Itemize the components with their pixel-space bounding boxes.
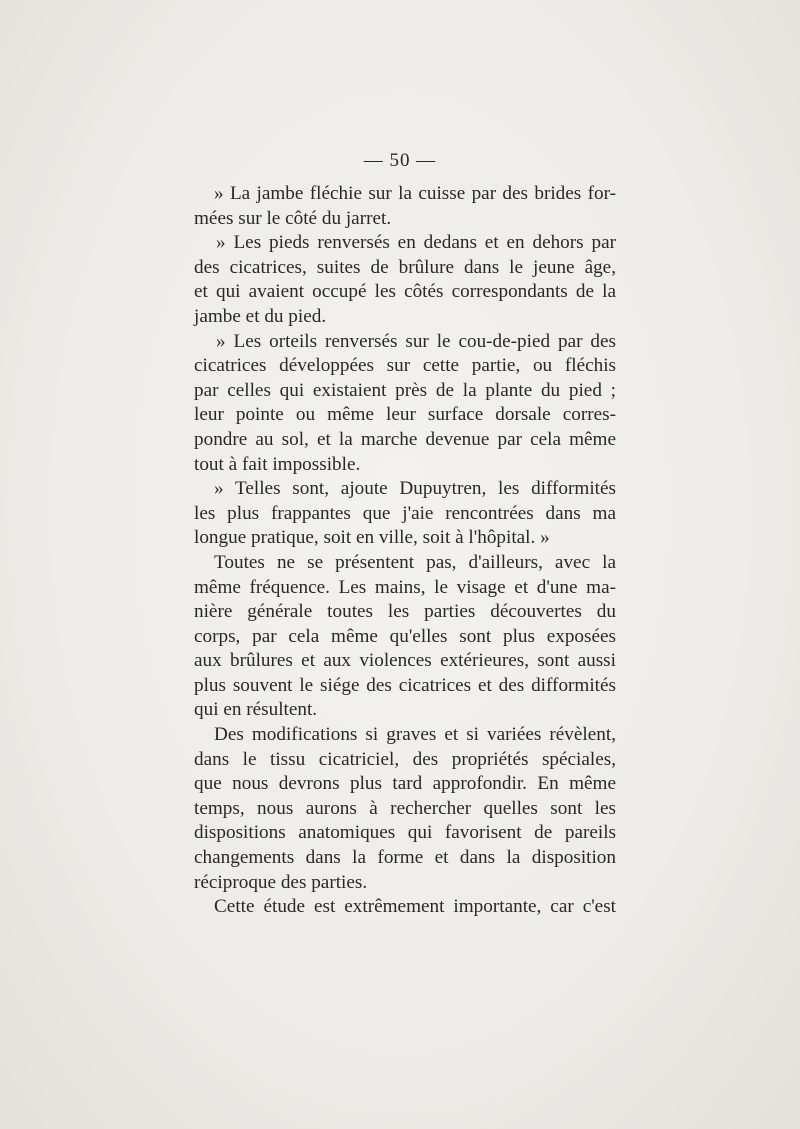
text-line: » Telles sont, ajoute Dupuytren, les difformités — [214, 478, 616, 500]
text-line: temps, nous aurons à rechercher quelles sont les — [194, 797, 616, 819]
text-line: aux brûlures et aux violences extérieures, sont aussi — [194, 650, 616, 672]
text-line: leur pointe ou même leur surface dorsale corres- — [194, 404, 616, 426]
text-line: corps, par cela même qu'elles sont plus exposées — [194, 625, 616, 647]
text-line: » La jambe fléchie sur la cuisse par des brides for- — [214, 183, 616, 204]
text-line: » Les orteils renversés sur le cou-de-pied par des — [216, 330, 616, 352]
text-line: jambe et du pied. — [194, 305, 327, 327]
text-line: tout à fait impossible. — [194, 453, 361, 475]
text-line: cicatrices développées sur cette partie, ou fléchis — [194, 355, 616, 377]
text-line: dans le tissu cicatriciel, des propriétés spéciales, — [194, 748, 616, 770]
text-line: dispositions anatomiques qui favorisent de pareils — [194, 822, 616, 844]
text-line: les plus frappantes que j'aie rencontrées dans ma — [194, 502, 616, 524]
text-line: mées sur le côté du jarret. — [194, 207, 392, 229]
body-text — [194, 182, 616, 920]
text-line: plus souvent le siége des cicatrices et des difformités — [194, 674, 616, 696]
text-line: Des modifications si graves et si variées révèlent, — [214, 724, 616, 746]
text-line: Toutes ne se présentent pas, d'ailleurs, avec la — [214, 551, 616, 573]
text-line: nière générale toutes les parties découvertes du — [194, 601, 616, 623]
text-line: Cette étude est extrêmement importante, car c'est — [214, 896, 616, 918]
text-line: longue pratique, soit en ville, soit à l'hôpital. » — [194, 527, 550, 549]
text-line: même fréquence. Les mains, le visage et d'une ma- — [194, 576, 616, 598]
text-line: réciproque des parties. — [194, 871, 368, 893]
text-line: qui en résultent. — [194, 699, 318, 721]
text-line: que nous devrons plus tard approfondir. En même — [194, 773, 616, 795]
text-line: » Les pieds renversés en dedans et en dehors par — [216, 232, 616, 254]
page-number: — 50 — — [363, 150, 437, 171]
text-line: changements dans la forme et dans la disposition — [194, 847, 616, 869]
text-line: par celles qui existaient près de la plante du pied ; — [194, 379, 616, 401]
text-line: des cicatrices, suites de brûlure dans le jeune âge, — [194, 256, 616, 278]
text-line: et qui avaient occupé les côtés correspondants de la — [194, 281, 616, 303]
text-line: pondre au sol, et la marche devenue par cela même — [194, 428, 616, 450]
